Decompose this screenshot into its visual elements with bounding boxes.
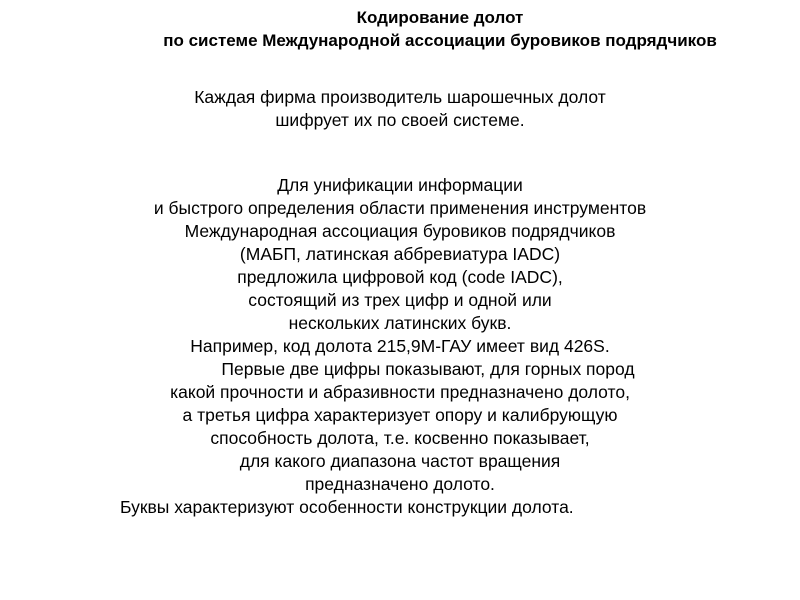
body-line-7: нескольких латинских букв. [288,313,512,333]
title-line-2: по системе Международной ассоциации буровиков подрядчиков [163,31,717,50]
body-line-6: состоящий из трех цифр и одной или [248,290,552,310]
title-line-1: Кодирование долот [356,8,524,27]
body-line-4: (МАБП, латинская аббревиатура IADC) [239,244,561,264]
body-line-3: Международная ассоциация буровиков подрядчиков [184,221,616,241]
body-paragraph [0,174,800,519]
body-line-10: какой прочности и абразивности предназначено долото, [170,382,630,402]
intro-paragraph [0,86,800,132]
body-line-11: а третья цифра характеризует опору и калибрующую [182,405,618,425]
body-line-12: способность долота, т.е. косвенно показывает, [210,428,590,448]
body-line-8: Например, код долота 215,9М-ГАУ имеет вид 426S. [190,336,610,356]
body-line-1: Для унификации информации [277,175,523,195]
intro-line-1: Каждая фирма производитель шарошечных долот [194,87,606,107]
intro-line-2: шифрует их по своей системе. [275,110,525,130]
body-line-15: Буквы характеризуют особенности конструкции долота. [120,497,574,517]
body-line-14: предназначено долото. [305,474,495,494]
body-line-9: Первые две цифры показывают, для горных пород [221,359,635,379]
slide-title [80,6,800,52]
body-line-2: и быстрого определения области применения инструментов [153,198,647,218]
body-line-5: предложила цифровой код (code IADC), [237,267,563,287]
body-line-13: для какого диапазона частот вращения [239,451,561,471]
